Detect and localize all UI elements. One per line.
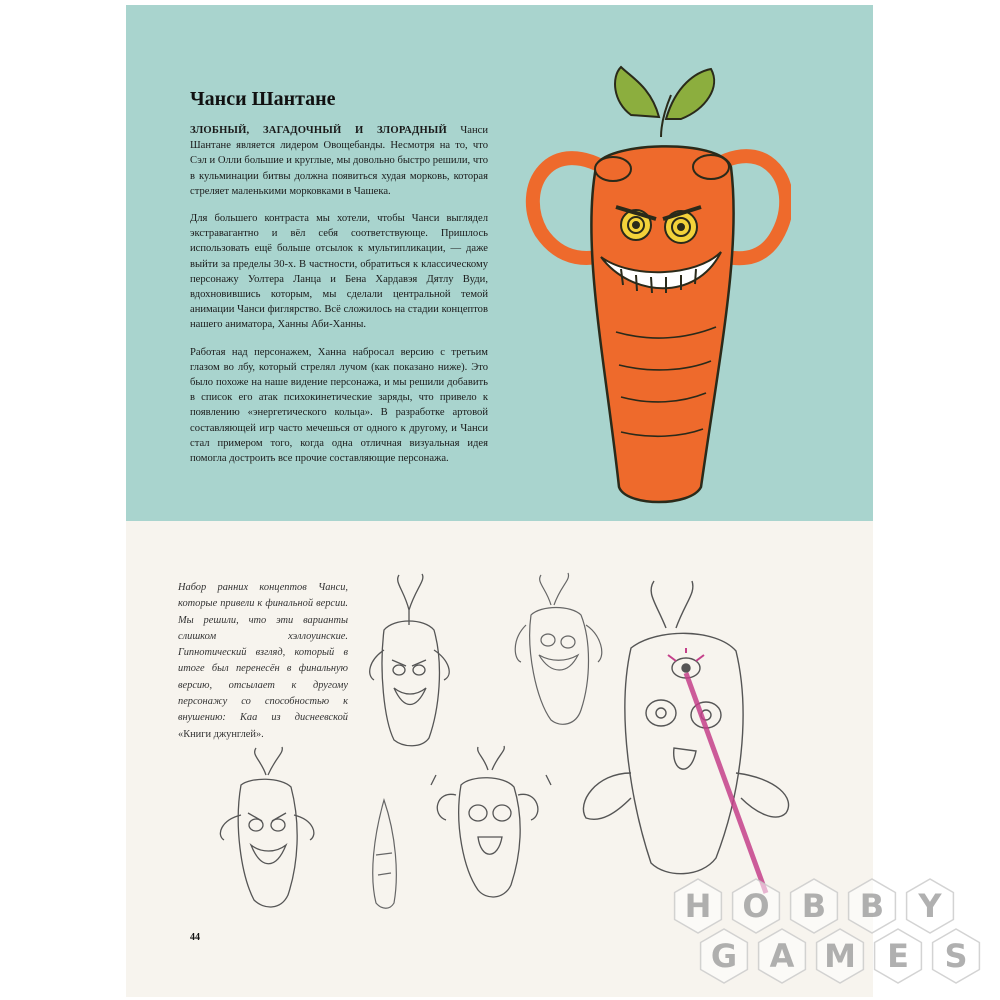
page-number: 44 [190, 932, 200, 943]
page-title: Чанси Шантане [190, 88, 336, 110]
caption-text: Набор ранних концептов Чанси, которые привели к финальной версии. Мы решили, что эти варианты слишком хэллоуинские. Гипнотический взгляд, который в итоге был перенесён в финальную версию, отсылает к другому персонажу со способностью к внушению: Каа из диснеевской [178, 582, 348, 724]
top-panel [126, 5, 873, 521]
carrot-character-illustration [521, 47, 791, 517]
svg-text:E: E [887, 937, 909, 975]
laser-beam [686, 673, 766, 893]
book-page [126, 5, 873, 997]
watermark-top-hex-2 [733, 879, 780, 933]
watermark-bottom-hex-3 [817, 929, 864, 983]
svg-text:H: H [684, 887, 712, 925]
svg-text:Y: Y [918, 887, 942, 925]
svg-text:O: O [742, 887, 770, 925]
paragraph-2: Для большего контраста мы хотели, чтобы Чанси выглядел экстравагантно и вёл себя соответствующе. Пришлось использовать ещё больше отсылок к мультипликации, — даже выйти за пределы 30-х. В частности, обратиться к классическому персонажу Уолтера Ланца и Бена Хардавэя Дятлу Вуди, вдохновившись которым, мы сделали центральной темой анимации Чанси фиглярство. Всё сложилось на стадии концептов нашего аниматора, Ханны Аби-Ханны. [190, 213, 488, 331]
paragraph-3: Работая над персонажем, Ханна набросал версию с третьим глазом во лбу, который стрелял лучом (как показано ниже). Это было похоже на наше видение персонажа, и мы решили добавить в список его атак психокинетические заряды, что привело к появлению «энергетического кольца». В разработке артовой составляющей игр часто мечешься от одного к другому, и Чанси стал примером того, когда одна отличная визуальная идея помогла достроить все прочие составляющие персонажа. [190, 346, 488, 465]
watermark-bottom-hex-2 [759, 929, 806, 983]
paragraph-1-text: Чанси Шантане является лидером Овощебанды. Несмотря на то, что Сэл и Олли большие и круглые, мы довольно быстро решили, что в кульминации битвы должна появиться худая морковь, которая стреляет маленькими морковками в Чашека. [190, 125, 488, 197]
watermark-bottom-hex-4 [875, 929, 922, 983]
svg-text:G: G [710, 937, 738, 975]
sketch-carrot-angry-3 [206, 745, 331, 920]
sketch-carrot-third-eye [576, 573, 838, 903]
watermark-bottom-hex-1 [701, 929, 748, 983]
watermark-top-hex-5 [907, 879, 954, 933]
sketch-carrot-plain [354, 795, 414, 915]
svg-text:A: A [769, 937, 795, 975]
sketch-carrot-shocked [426, 745, 556, 910]
svg-text:B: B [801, 887, 827, 925]
body-text [190, 123, 488, 478]
svg-text:S: S [944, 937, 968, 975]
sketch-carrot-angry-1 [354, 570, 464, 755]
svg-text:M: M [824, 937, 856, 975]
watermark-top-hex-3 [791, 879, 838, 933]
carrot-leaves [615, 67, 714, 137]
watermark-top-hex-1 [675, 879, 722, 933]
carrot-body [591, 146, 733, 502]
caption-book-title: «Книги джунглей». [178, 728, 264, 740]
hobby-games-watermark [668, 870, 988, 990]
watermark-bottom-hex-5 [933, 929, 980, 983]
watermark-top-hex-4 [849, 879, 896, 933]
lead-phrase: ЗЛОБНЫЙ, ЗАГАДОЧНЫЙ И ЗЛОРАДНЫЙ [190, 125, 447, 136]
svg-text:B: B [859, 887, 885, 925]
sketch-caption [178, 580, 348, 743]
paragraph-1 [190, 123, 488, 199]
